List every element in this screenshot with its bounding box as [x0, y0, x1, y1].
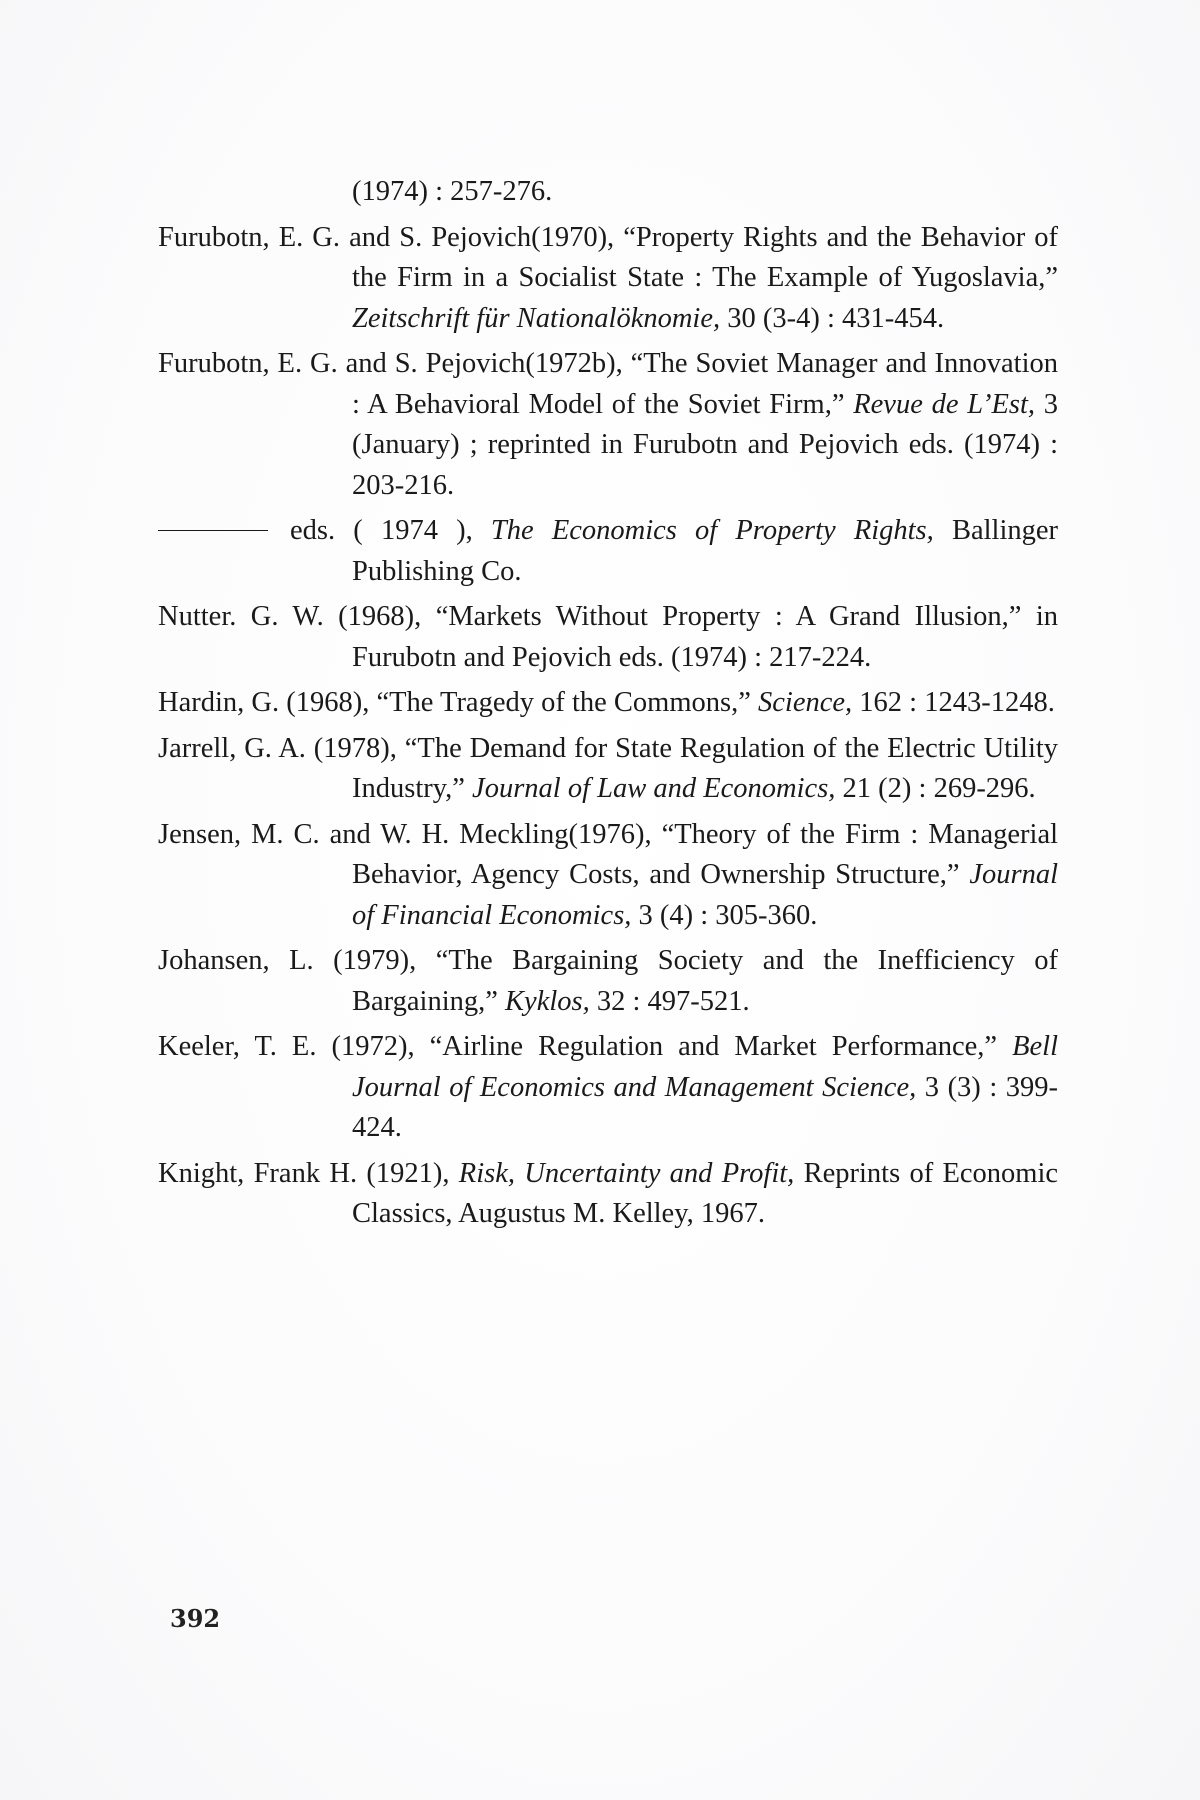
reference-details: Ballinger Publishing Co.	[352, 515, 1059, 587]
reference-title: “Property Rights and the Behavior of the Firm in a Socialist State : The Example of Yugoslavia,”	[352, 221, 1059, 293]
reference-details: Reprints of Economic Classics, Augustus M. Kelley, 1967.	[352, 1157, 1059, 1229]
reference-author: Furubotn, E. G. and S. Pejovich	[158, 221, 532, 253]
reference-entry	[158, 1154, 1058, 1235]
reference-details: 30 (3-4) : 431-454.	[727, 302, 945, 334]
reference-year: (1976),	[568, 818, 652, 850]
reference-author: Johansen, L.	[158, 945, 314, 976]
reference-author: Knight, Frank H.	[158, 1157, 358, 1189]
reference-author: Nutter. G. W.	[158, 601, 324, 632]
reference-source: Revue de L’Est,	[853, 388, 1036, 420]
reference-year: (1968),	[286, 687, 370, 718]
page-number: 392	[170, 1604, 221, 1633]
reference-year: (1972),	[331, 1031, 415, 1062]
reference-entry	[158, 729, 1058, 810]
reference-entry	[158, 597, 1058, 678]
reference-entry	[158, 683, 1058, 724]
reference-year: ( 1974 ),	[353, 515, 473, 546]
reference-details: 21 (2) : 269-296.	[842, 773, 1036, 804]
reference-source: Zeitschrift für Nationalöknomie,	[352, 302, 721, 334]
reference-author: Furubotn, E. G. and S. Pejovich	[158, 348, 526, 379]
reference-entry	[158, 511, 1058, 592]
reference-title: “Markets Without Property : A Grand Illusion,”	[435, 601, 1022, 632]
reference-details: 32 : 497-521.	[596, 985, 750, 1017]
reference-title: “The Tragedy of the Commons,”	[376, 687, 751, 718]
reference-year: (1978),	[313, 732, 397, 764]
reference-details: 3 (January) ; reprinted in Furubotn and Pejovich eds. (1974) : 203-216.	[352, 388, 1059, 501]
reference-year: (1979),	[333, 945, 417, 976]
same-author-dash	[158, 530, 268, 531]
reference-year: (1972b),	[525, 348, 623, 379]
reference-source: Kyklos,	[505, 985, 590, 1017]
reference-year: (1968),	[338, 601, 422, 632]
reference-list	[158, 172, 1058, 1240]
reference-author: Keeler, T. E.	[158, 1031, 317, 1062]
reference-title: “The Bargaining Society and the Inefficiency of Bargaining,”	[352, 945, 1059, 1017]
reference-source: The Economics of Property Rights,	[490, 515, 934, 546]
reference-title: “Theory of the Firm : Managerial Behavior, Agency Costs, and Ownership Structure,”	[352, 818, 1059, 890]
reference-year: (1921),	[366, 1157, 450, 1189]
reference-source: Journal of Law and Economics,	[472, 773, 836, 804]
reference-source: Bell Journal of Economics and Management Science,	[352, 1031, 1059, 1103]
reference-continuation	[158, 172, 1058, 213]
reference-author: eds.	[290, 515, 336, 546]
reference-author: Jensen, M. C. and W. H. Meckling	[158, 818, 569, 850]
reference-title: “The Soviet Manager and Innovation : A Behavioral Model of the Soviet Firm,”	[352, 348, 1059, 420]
reference-entry	[158, 941, 1058, 1022]
reference-entry	[158, 218, 1058, 340]
reference-title: “Airline Regulation and Market Performance,”	[429, 1031, 998, 1062]
reference-title: “The Demand for State Regulation of the Electric Utility Industry,”	[352, 732, 1059, 804]
reference-author: Hardin, G.	[158, 687, 280, 718]
reference-source: Journal of Financial Economics,	[352, 859, 1058, 931]
reference-year: (1970),	[531, 221, 615, 253]
reference-source: Risk, Uncertainty and Profit,	[458, 1157, 795, 1189]
reference-entry	[158, 344, 1058, 506]
reference-details: 3 (4) : 305-360.	[638, 899, 818, 931]
reference-details: 3 (3) : 399-424.	[352, 1071, 1059, 1143]
reference-entry	[158, 815, 1058, 937]
reference-source: Science,	[758, 687, 853, 718]
reference-details: 162 : 1243-1248.	[859, 687, 1055, 718]
continuation-text: (1974) : 257-276.	[352, 176, 553, 207]
reference-author: Jarrell, G. A.	[158, 732, 306, 764]
reference-entry	[158, 1027, 1058, 1149]
reference-details: in Furubotn and Pejovich eds. (1974) : 217-224.	[352, 601, 1059, 673]
